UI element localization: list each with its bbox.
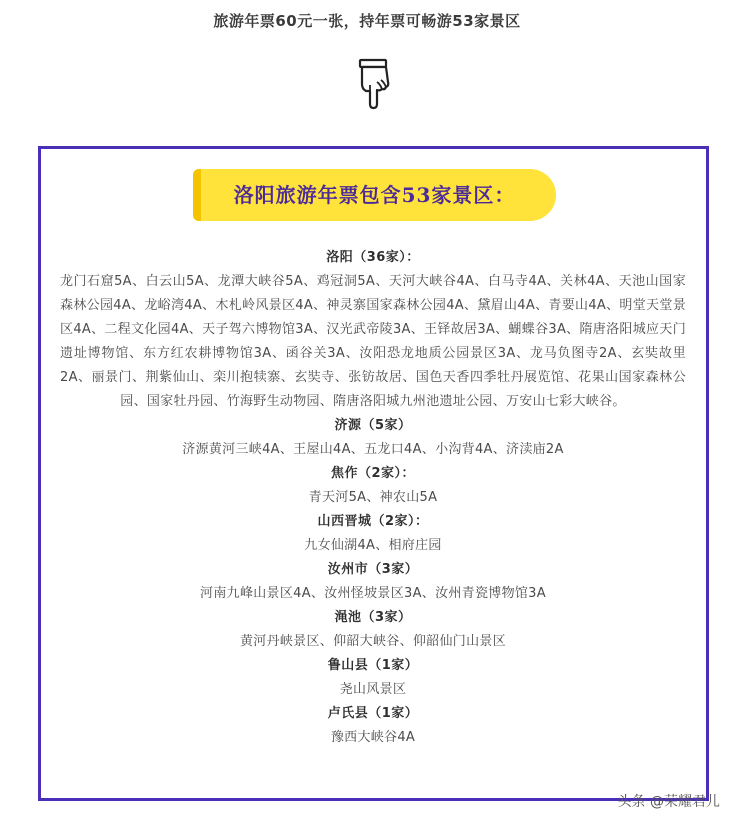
region-spots-lushan: 尧山风景区 (339, 682, 407, 697)
region-title-mianchi: 渑池（3家） (334, 610, 412, 625)
region-title-lushan: 鲁山县（1家） (327, 658, 419, 673)
region-spots-jincheng: 九女仙湖4A、相府庄园 (304, 538, 442, 553)
region-title-jiaozuo: 焦作（2家）： (330, 466, 416, 481)
region-list (60, 246, 686, 750)
watermark: 头条 @荣耀君儿 (617, 794, 720, 810)
region-title-ruzhou: 汝州市（3家） (327, 562, 419, 577)
region-spots-ruzhou: 河南九峰山景区4A、汝州怪坡景区3A、汝州青瓷博物馆3A (200, 586, 546, 601)
region-spots-jiaozuo: 青天河5A、神农山5A (308, 490, 438, 505)
region-spots-luoyang: 龙门石窟5A、白云山5A、龙潭大峡谷5A、鸡冠洞5A、天河大峡谷4A、白马寺4A、关林4A、天池山国家森林公园4A、龙峪湾4A、木札岭风景区4A、神灵寨国家森林公园4A、黛眉山4A、青要山4A、明堂天堂景区4A、二程文化园4A、天子驾六博物馆3A、汉光武帝陵3A、王铎故居3A、蝴蝶谷3A、隋唐洛阳城应天门遗址博物馆、东方红农耕博物馆3A、函谷关3A、汝阳恐龙地质公园景区3A、龙马负图寺2A、玄奘故里2A、丽景门、荆紫仙山、栾川抱犊寨、玄奘寺、张钫故居、国色天香四季牡丹展览馆、花果山国家森林公园、国家牡丹园、竹海野生动物园、隋唐洛阳城九州池遗址公园、万安山七彩大峡谷。 (60, 274, 686, 409)
page-headline: 旅游年票60元一张，持年票可畅游53家景区 (213, 12, 521, 30)
region-title-jiyuan: 济源（5家） (334, 418, 412, 433)
pointing-down-hand-icon (353, 58, 395, 110)
region-title-jincheng: 山西晋城（2家）： (317, 514, 429, 529)
banner-title: 洛阳旅游年票包含53家景区： (233, 183, 516, 207)
region-spots-mianchi: 黄河丹峡景区、仰韶大峡谷、仰韶仙门山景区 (239, 634, 506, 649)
region-title-luoyang: 洛阳（36家）： (326, 250, 420, 265)
region-title-lushi: 卢氏县（1家） (327, 706, 419, 721)
region-spots-lushi: 豫西大峡谷4A (330, 730, 416, 745)
region-spots-jiyuan: 济源黄河三峡4A、王屋山4A、五龙口4A、小沟背4A、济渎庙2A (182, 442, 564, 457)
